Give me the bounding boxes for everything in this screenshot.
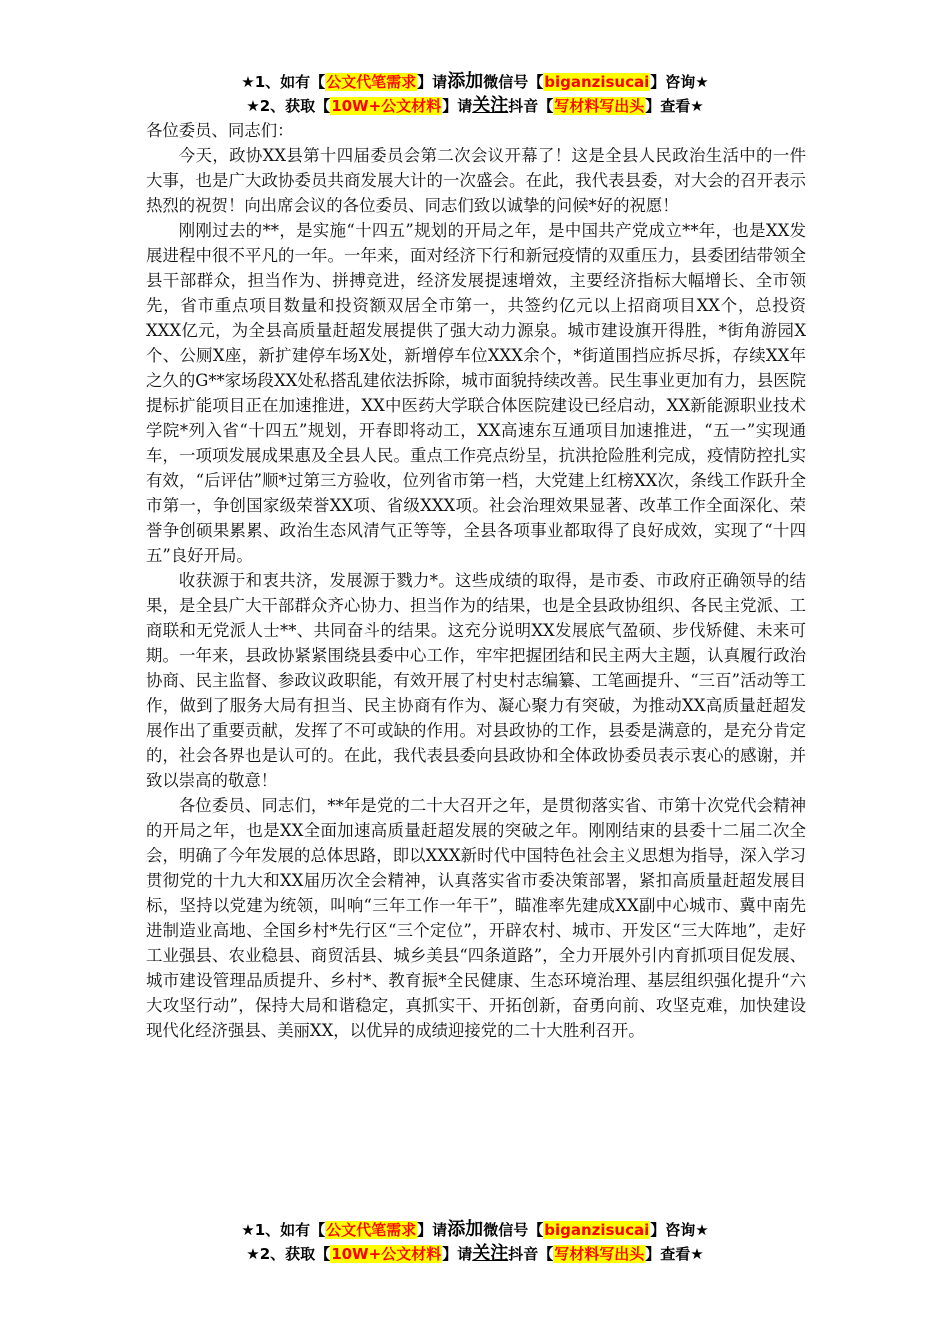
banner-text: 】查看★ — [645, 97, 704, 115]
banner-emphasis: 添加 — [447, 71, 484, 92]
promo-banner-bottom-line2 — [0, 1242, 950, 1266]
banner-text: 】咨询★ — [650, 73, 709, 91]
star-icon: ★ — [246, 1245, 260, 1263]
promo-banner-top-line1 — [0, 70, 950, 94]
star-icon: ★ — [241, 73, 255, 91]
star-icon: ★ — [241, 1221, 255, 1239]
banner-text: 】查看★ — [645, 1245, 704, 1263]
banner-emphasis: 添加 — [447, 1219, 484, 1240]
banner-highlight: 公文代笔需求 — [326, 73, 417, 91]
paragraph: 收获源于和衷共济，发展源于戮力*。这些成绩的取得，是市委、市政府正确领导的结果，是全县广大干部群众齐心协力、担当作为的结果，也是全县政协组织、各民主党派、工商联和无党派人士**、共同奋斗的结果。这充分说明XX发展底气盈硕、步伐矫健、未来可期。一年来，县政协紧紧围绕县委中心工作，牢牢把握团结和民主两大主题，认真履行政治协商、民主监督、参政议政职能，有效开展了村史村志编纂、工笔画提升、“三百”活动等工作，做到了服务大局有担当、民主协商有作为、凝心聚力有突破，为推动XX高质量赶超发展作出了重要贡献，发挥了不可或缺的作用。对县政协的工作，县委是满意的，是充分肯定的，社会各界也是认可的。在此，我代表县委向县政协和全体政协委员表示衷心的感谢，并致以崇高的敬意！ — [146, 571, 806, 790]
banner-text: 抖音【 — [508, 1245, 554, 1263]
banner-highlight: 10W+公文材料 — [331, 1245, 442, 1263]
banner-emphasis: 关注 — [472, 95, 509, 116]
douyin-id-highlight: 写材料写出头 — [554, 97, 645, 115]
banner-text: 】请 — [442, 97, 473, 115]
paragraph: 刚刚过去的**，是实施“十四五”规划的开局之年，是中国共产党成立**年，也是XX发展进程中很不平凡的一年。一年来，面对经济下行和新冠疫情的双重压力，县委团结带领全县干部群众，担当作为、拼搏竞进，经济发展提速增效，主要经济指标大幅增长、全市领先，省市重点项目数量和投资额双居全市第一，共签约亿元以上招商项目XX个，总投资XXX亿元，为全县高质量赶超发展提供了强大动力源泉。城市建设旗开得胜，*街角游园X个、公厕X座，新扩建停车场X处，新增停车位XXX余个，*街道围挡应拆尽拆，存续XX年之久的G**家场段XX处私搭乱建依法拆除，城市面貌持续改善。民生事业更加有力，县医院提标扩能项目正在加速推进，XX中医药大学联合体医院建设已经启动，XX新能源职业技术学院*列入省“十四五”规划，开春即将动工，XX高速东互通项目加速推进，“五一”实现通车，一项项发展成果惠及全县人民。重点工作亮点纷呈，抗洪抢险胜利完成，疫情防控扎实有效，“后评估”顺*过第三方验收，位列省市第一档，大党建上红榜XX次，条线工作跃升全市第一，争创国家级荣誉XX项、省级XXX项。社会治理效果显著、改革工作全面深化、荣誉争创硕果累累、政治生态风清气正等等，全县各项事业都取得了良好成效，实现了“十四五”良好开局。 — [146, 221, 806, 565]
wechat-id-highlight: biganzisucai — [544, 1221, 650, 1239]
banner-highlight: 10W+公文材料 — [331, 97, 442, 115]
banner-text: 】请 — [442, 1245, 473, 1263]
speech-body — [146, 118, 806, 1043]
wechat-id-highlight: biganzisucai — [544, 73, 650, 91]
banner-text: 微信号【 — [483, 73, 544, 91]
banner-emphasis: 关注 — [472, 1243, 509, 1264]
banner-text: 微信号【 — [483, 1221, 544, 1239]
star-icon: ★ — [246, 97, 260, 115]
banner-text: 】请 — [417, 1221, 448, 1239]
douyin-id-highlight: 写材料写出头 — [554, 1245, 645, 1263]
banner-text: 】咨询★ — [650, 1221, 709, 1239]
banner-text: 1、如有【 — [254, 1221, 326, 1239]
paragraph: 今天，政协XX县第十四届委员会第二次会议开幕了！这是全县人民政治生活中的一件大事，也是广大政协委员共商发展大计的一次盛会。在此，我代表县委，对大会的召开表示热烈的祝贺！向出席会议的各位委员、同志们致以诚挚的问候*好的祝愿！ — [146, 146, 806, 215]
paragraph: 各位委员、同志们，**年是党的二十大召开之年，是贯彻落实省、市第十次党代会精神的开局之年，也是XX全面加速高质量赶超发展的突破之年。刚刚结束的县委十二届二次全会，明确了今年发展的总体思路，即以XXX新时代中国特色社会主义思想为指导，深入学习贯彻党的十九大和XX届历次全会精神，认真落实省市委决策部署，紧扣高质量赶超发展目标，坚持以党建为统领，叫响“三年工作一年干”，瞄准率先建成XX副中心城市、冀中南先进制造业高地、全国乡村*先行区“三个定位”，开辟农村、城市、开发区“三大阵地”，走好工业强县、农业稳县、商贸活县、城乡美县“四条道路”，全力开展外引内育抓项目促发展、城市建设管理品质提升、乡村*、教育振*全民健康、生态环境治理、基层组织强化提升“六大攻坚行动”，保持大局和谐稳定，真抓实干、开拓创新，奋勇向前、攻坚克难，加快建设现代化经济强县、美丽XX，以优异的成绩迎接党的二十大胜利召开。 — [146, 796, 806, 1040]
banner-text: 1、如有【 — [254, 73, 326, 91]
banner-text: 】请 — [417, 73, 448, 91]
salutation: 各位委员、同志们： — [146, 121, 294, 140]
banner-text: 2、获取【 — [259, 1245, 331, 1263]
banner-highlight: 公文代笔需求 — [326, 1221, 417, 1239]
promo-banner-bottom-line1 — [0, 1218, 950, 1242]
banner-text: 抖音【 — [508, 97, 554, 115]
promo-banner-top-line2 — [0, 94, 950, 118]
banner-text: 2、获取【 — [259, 97, 331, 115]
